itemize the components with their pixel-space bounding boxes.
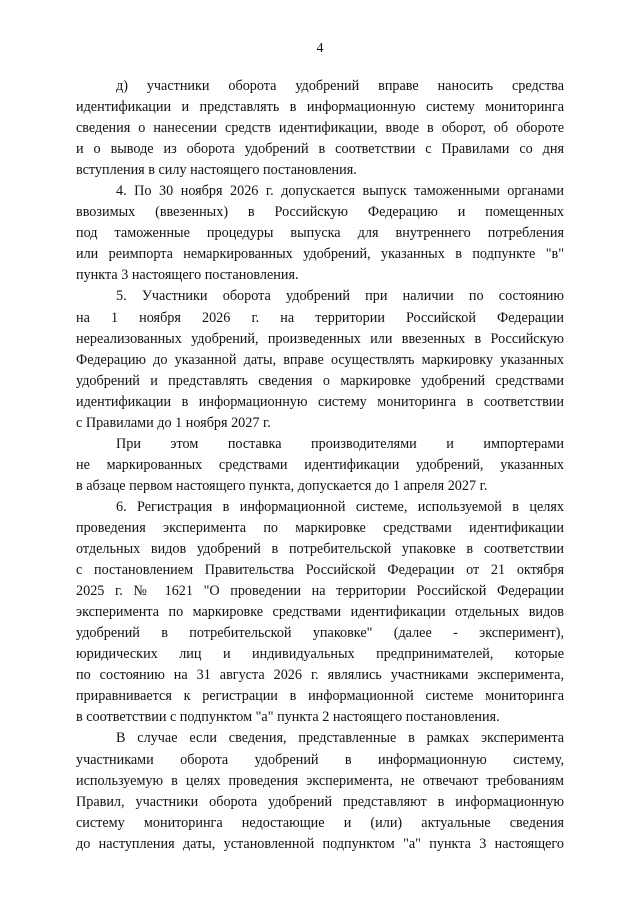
text-line: с постановлением Правительства Российской Федерации от 21 октября: [76, 562, 564, 579]
text-line: пункта 3 настоящего постановления.: [76, 267, 299, 284]
text-line: 2025 г. № 1621 "О проведении на территории Российской Федерации: [76, 583, 564, 600]
text-line: и о выводе из оборота удобрений в соответствии с Правилами со дня: [76, 141, 564, 158]
text-line: сведения о нанесении средств идентификации, вводе в оборот, об обороте: [76, 120, 564, 137]
text-line: по состоянию на 31 августа 2026 г. являлись участниками эксперимента,: [76, 667, 564, 684]
text-line: Правил, участники оборота удобрений представляют в информационную: [76, 793, 564, 810]
text-line: в соответствии с подпунктом "а" пункта 2 настоящего постановления.: [76, 709, 500, 726]
text-line: вступления в силу настоящего постановления.: [76, 162, 357, 179]
text-line: 6. Регистрация в информационной системе, используемой в целях: [116, 498, 564, 515]
text-line: В случае если сведения, представленные в рамках эксперимента: [116, 730, 564, 747]
page-number: 4: [316, 41, 324, 56]
text-line: нереализованных удобрений, произведенных или ввезенных в Российскую: [76, 330, 564, 347]
text-line: систему мониторинга недостающие и (или) актуальные сведения: [76, 814, 564, 831]
text-line: Федерацию до указанной даты, вправе осуществлять маркировку указанных: [76, 351, 564, 368]
text-line: юридических лиц и индивидуальных предпринимателей, которые: [76, 646, 564, 663]
text-line: д) участники оборота удобрений вправе наносить средства: [116, 78, 564, 94]
text-line: под таможенные процедуры выпуска для внутреннего потребления: [76, 225, 564, 242]
text-line: удобрений и представлять сведения о маркировке удобрений средствами: [76, 372, 564, 389]
text-line: не маркированных средствами идентификации удобрений, указанных: [76, 456, 564, 473]
text-line: в абзаце первом настоящего пункта, допускается до 1 апреля 2027 г.: [76, 477, 488, 494]
text-line: При этом поставка производителями и импортерами: [116, 435, 564, 452]
text-line: до наступления даты, установленной подпунктом "а" пункта 3 настоящего: [76, 835, 564, 852]
text-line: приравнивается к регистрации в информационной системе мониторинга: [76, 688, 564, 705]
text-line: с Правилами до 1 ноября 2027 г.: [76, 414, 271, 431]
text-line: участниками оборота удобрений в информационную систему,: [76, 751, 564, 768]
text-line: эксперимента по маркировке средствами идентификации отдельных видов: [76, 604, 564, 621]
text-line: идентификации и представлять в информационную систему мониторинга: [76, 99, 564, 116]
text-line: отдельных видов удобрений в потребительской упаковке в соответствии: [76, 541, 564, 558]
text-line: удобрений в потребительской упаковке" (далее - эксперимент),: [76, 625, 564, 642]
document-body: [76, 76, 564, 855]
text-line: идентификации в информационную систему мониторинга в соответствии: [76, 393, 564, 410]
text-line: или реимпорта немаркированных удобрений, указанных в подпункте "в": [76, 246, 564, 263]
text-line: 5. Участники оборота удобрений при наличии по состоянию: [116, 288, 564, 305]
text-line: ввозимых (ввезенных) в Российскую Федерацию и помещенных: [76, 204, 564, 221]
text-line: проведения эксперимента по маркировке средствами идентификации: [76, 519, 564, 536]
text-line: используемую в целях проведения эксперимента, не отвечают требованиям: [76, 772, 564, 789]
text-line: на 1 ноября 2026 г. на территории Российской Федерации: [76, 309, 564, 326]
text-line: 4. По 30 ноября 2026 г. допускается выпуск таможенными органами: [116, 183, 564, 200]
